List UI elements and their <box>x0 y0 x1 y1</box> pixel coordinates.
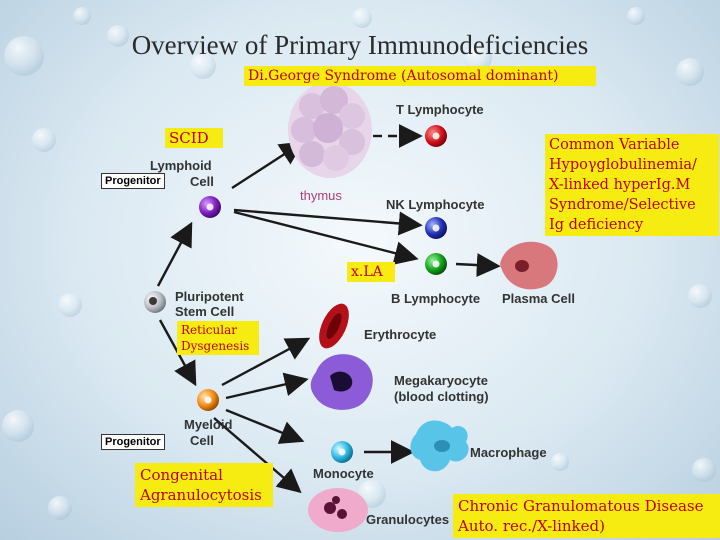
cvid-line-1: Common Variable <box>549 137 680 153</box>
cvid-line-4: Syndrome/Selective <box>549 197 696 213</box>
monocyte-cell <box>331 441 353 463</box>
erythrocyte-cell <box>313 299 355 353</box>
label-plasma-cell: Plasma Cell <box>502 291 575 306</box>
label-t-lymphocyte: T Lymphocyte <box>396 102 484 117</box>
label-myeloid-line-1: Myeloid <box>184 417 233 432</box>
cgd-line-2: Auto. rec./X-linked) <box>458 517 605 535</box>
progenitor-tag-lymphoid: Progenitor <box>101 173 165 189</box>
arrow-myeloid-to-megakaryocyte <box>226 380 304 398</box>
label-megakaryocyte-line-2: (blood clotting) <box>394 389 489 404</box>
cvid-line-5: Ig deficiency <box>549 217 644 233</box>
label-macrophage: Macrophage <box>470 445 547 460</box>
plasma-cell <box>500 242 558 290</box>
agranulocytosis-callout <box>135 463 273 507</box>
label-stem-line-2: Stem Cell <box>175 304 235 319</box>
lymphoid-progenitor-cell <box>199 196 221 218</box>
nk-lymphocyte-cell <box>425 217 447 239</box>
cgd-line-1: Chronic Granulomatous Disease <box>458 497 704 515</box>
thymus-illustration <box>288 82 372 178</box>
agranulocytosis-line-2: Agranulocytosis <box>140 486 262 504</box>
arrow-myeloid-to-monocyte <box>226 410 300 440</box>
arrow-b-to-plasma <box>456 264 496 266</box>
arrow-stem-to-lymphoid <box>158 226 190 286</box>
label-nk-lymphocyte: NK Lymphocyte <box>386 197 485 212</box>
stem-cell <box>144 291 166 313</box>
progenitor-tag-myeloid: Progenitor <box>101 434 165 450</box>
b-lymphocyte-cell <box>425 253 447 275</box>
slide-title: Overview of Primary Immunodeficiencies <box>131 30 589 60</box>
reticular-line-2: Dysgenesis <box>181 339 250 353</box>
label-stem-line-1: Pluripotent <box>175 289 244 304</box>
arrow-lymphoid-to-b <box>234 212 414 258</box>
label-b-lymphocyte: B Lymphocyte <box>391 291 481 306</box>
agranulocytosis-line-1: Congenital <box>140 466 223 484</box>
reticular-dysgenesis-callout <box>177 321 259 355</box>
scid-callout: SCID <box>165 128 223 148</box>
label-megakaryocyte-line-1: Megakaryocyte <box>394 373 488 388</box>
label-monocyte: Monocyte <box>313 466 374 481</box>
xla-callout: x.LA <box>347 262 395 282</box>
cvid-callout <box>545 134 719 236</box>
label-myeloid-line-2: Cell <box>190 433 214 448</box>
label-granulocytes: Granulocytes <box>366 512 450 527</box>
cvid-line-3: X-linked hyperIg.M <box>549 177 691 193</box>
myeloid-progenitor-cell <box>197 389 219 411</box>
cvid-line-2: Hypoγglobulinemia/ <box>549 157 697 173</box>
reticular-line-1: Reticular <box>181 323 237 337</box>
cgd-callout <box>453 494 720 538</box>
granulocytes-cell <box>308 488 368 532</box>
arrow-lymphoid-to-thymus <box>232 144 300 188</box>
t-lymphocyte-cell <box>425 125 447 147</box>
digeorge-callout: Di.George Syndrome (Autosomal dominant) <box>244 66 596 86</box>
label-erythrocyte: Erythrocyte <box>364 327 437 342</box>
arrow-lymphoid-to-nk <box>234 210 418 225</box>
macrophage-cell <box>410 421 468 472</box>
megakaryocyte-cell <box>311 354 373 410</box>
label-lymphoid-line-1: Lymphoid <box>150 158 212 173</box>
label-lymphoid-line-2: Cell <box>190 174 214 189</box>
label-thymus: thymus <box>300 188 342 203</box>
